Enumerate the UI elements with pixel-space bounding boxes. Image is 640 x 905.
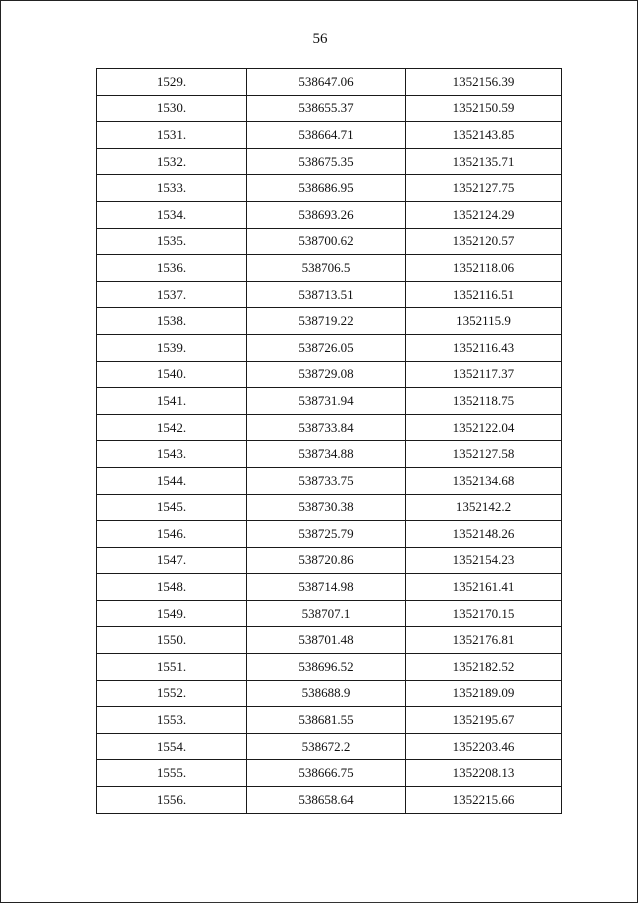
table-row xyxy=(97,707,562,734)
y-coordinate-cell: 1352189.09 xyxy=(406,680,562,707)
x-coordinate-cell: 538686.95 xyxy=(247,175,406,202)
point-number-cell: 1536. xyxy=(97,255,247,282)
y-coordinate-cell: 1352203.46 xyxy=(406,733,562,760)
point-number-cell: 1529. xyxy=(97,69,247,96)
y-coordinate-cell: 1352122.04 xyxy=(406,414,562,441)
y-coordinate-cell: 1352116.51 xyxy=(406,281,562,308)
point-number-cell: 1537. xyxy=(97,281,247,308)
x-coordinate-cell: 538734.88 xyxy=(247,441,406,468)
y-coordinate-cell: 1352124.29 xyxy=(406,201,562,228)
x-coordinate-cell: 538658.64 xyxy=(247,787,406,814)
x-coordinate-cell: 538672.2 xyxy=(247,733,406,760)
x-coordinate-cell: 538681.55 xyxy=(247,707,406,734)
table-row xyxy=(97,95,562,122)
table-row xyxy=(97,255,562,282)
x-coordinate-cell: 538664.71 xyxy=(247,122,406,149)
table-row xyxy=(97,228,562,255)
x-coordinate-cell: 538655.37 xyxy=(247,95,406,122)
point-number-cell: 1530. xyxy=(97,95,247,122)
table-row xyxy=(97,600,562,627)
point-number-cell: 1531. xyxy=(97,122,247,149)
x-coordinate-cell: 538726.05 xyxy=(247,334,406,361)
y-coordinate-cell: 1352208.13 xyxy=(406,760,562,787)
x-coordinate-cell: 538719.22 xyxy=(247,308,406,335)
y-coordinate-cell: 1352127.75 xyxy=(406,175,562,202)
table-row xyxy=(97,361,562,388)
page-number: 56 xyxy=(312,31,328,47)
table-row xyxy=(97,521,562,548)
x-coordinate-cell: 538730.38 xyxy=(247,494,406,521)
table-row xyxy=(97,787,562,814)
x-coordinate-cell: 538696.52 xyxy=(247,654,406,681)
x-coordinate-cell: 538647.06 xyxy=(247,69,406,96)
x-coordinate-cell: 538720.86 xyxy=(247,547,406,574)
table-row xyxy=(97,760,562,787)
x-coordinate-cell: 538700.62 xyxy=(247,228,406,255)
table-row xyxy=(97,467,562,494)
y-coordinate-cell: 1352156.39 xyxy=(406,69,562,96)
x-coordinate-cell: 538731.94 xyxy=(247,388,406,415)
y-coordinate-cell: 1352135.71 xyxy=(406,148,562,175)
point-number-cell: 1542. xyxy=(97,414,247,441)
point-number-cell: 1547. xyxy=(97,547,247,574)
point-number-cell: 1543. xyxy=(97,441,247,468)
table-row xyxy=(97,388,562,415)
y-coordinate-cell: 1352115.9 xyxy=(406,308,562,335)
y-coordinate-cell: 1352215.66 xyxy=(406,787,562,814)
point-number-cell: 1539. xyxy=(97,334,247,361)
y-coordinate-cell: 1352143.85 xyxy=(406,122,562,149)
y-coordinate-cell: 1352118.75 xyxy=(406,388,562,415)
y-coordinate-cell: 1352154.23 xyxy=(406,547,562,574)
y-coordinate-cell: 1352120.57 xyxy=(406,228,562,255)
point-number-cell: 1532. xyxy=(97,148,247,175)
x-coordinate-cell: 538666.75 xyxy=(247,760,406,787)
x-coordinate-cell: 538701.48 xyxy=(247,627,406,654)
table-row xyxy=(97,308,562,335)
bottom-rule xyxy=(190,902,450,903)
x-coordinate-cell: 538706.5 xyxy=(247,255,406,282)
point-number-cell: 1546. xyxy=(97,521,247,548)
y-coordinate-cell: 1352142.2 xyxy=(406,494,562,521)
point-number-cell: 1550. xyxy=(97,627,247,654)
point-number-cell: 1556. xyxy=(97,787,247,814)
point-number-cell: 1541. xyxy=(97,388,247,415)
y-coordinate-cell: 1352170.15 xyxy=(406,600,562,627)
point-number-cell: 1538. xyxy=(97,308,247,335)
point-number-cell: 1534. xyxy=(97,201,247,228)
table-row xyxy=(97,201,562,228)
coordinates-table xyxy=(96,68,562,814)
x-coordinate-cell: 538729.08 xyxy=(247,361,406,388)
table-row xyxy=(97,334,562,361)
y-coordinate-cell: 1352134.68 xyxy=(406,467,562,494)
x-coordinate-cell: 538693.26 xyxy=(247,201,406,228)
table-row xyxy=(97,69,562,96)
table-row xyxy=(97,654,562,681)
y-coordinate-cell: 1352148.26 xyxy=(406,521,562,548)
point-number-cell: 1551. xyxy=(97,654,247,681)
x-coordinate-cell: 538714.98 xyxy=(247,574,406,601)
point-number-cell: 1549. xyxy=(97,600,247,627)
table-row xyxy=(97,627,562,654)
x-coordinate-cell: 538725.79 xyxy=(247,521,406,548)
x-coordinate-cell: 538675.35 xyxy=(247,148,406,175)
x-coordinate-cell: 538733.84 xyxy=(247,414,406,441)
point-number-cell: 1535. xyxy=(97,228,247,255)
table-row xyxy=(97,494,562,521)
point-number-cell: 1544. xyxy=(97,467,247,494)
table-row xyxy=(97,175,562,202)
table-row xyxy=(97,547,562,574)
y-coordinate-cell: 1352161.41 xyxy=(406,574,562,601)
y-coordinate-cell: 1352127.58 xyxy=(406,441,562,468)
point-number-cell: 1552. xyxy=(97,680,247,707)
point-number-cell: 1540. xyxy=(97,361,247,388)
point-number-cell: 1554. xyxy=(97,733,247,760)
table-row xyxy=(97,574,562,601)
table-row xyxy=(97,122,562,149)
y-coordinate-cell: 1352195.67 xyxy=(406,707,562,734)
table-row xyxy=(97,733,562,760)
coordinates-table-body xyxy=(97,69,562,814)
point-number-cell: 1548. xyxy=(97,574,247,601)
x-coordinate-cell: 538707.1 xyxy=(247,600,406,627)
y-coordinate-cell: 1352182.52 xyxy=(406,654,562,681)
table-row xyxy=(97,281,562,308)
point-number-cell: 1553. xyxy=(97,707,247,734)
y-coordinate-cell: 1352176.81 xyxy=(406,627,562,654)
point-number-cell: 1533. xyxy=(97,175,247,202)
x-coordinate-cell: 538713.51 xyxy=(247,281,406,308)
point-number-cell: 1545. xyxy=(97,494,247,521)
x-coordinate-cell: 538688.9 xyxy=(247,680,406,707)
table-row xyxy=(97,148,562,175)
x-coordinate-cell: 538733.75 xyxy=(247,467,406,494)
y-coordinate-cell: 1352118.06 xyxy=(406,255,562,282)
y-coordinate-cell: 1352150.59 xyxy=(406,95,562,122)
y-coordinate-cell: 1352117.37 xyxy=(406,361,562,388)
table-row xyxy=(97,414,562,441)
table-row xyxy=(97,680,562,707)
point-number-cell: 1555. xyxy=(97,760,247,787)
table-row xyxy=(97,441,562,468)
y-coordinate-cell: 1352116.43 xyxy=(406,334,562,361)
